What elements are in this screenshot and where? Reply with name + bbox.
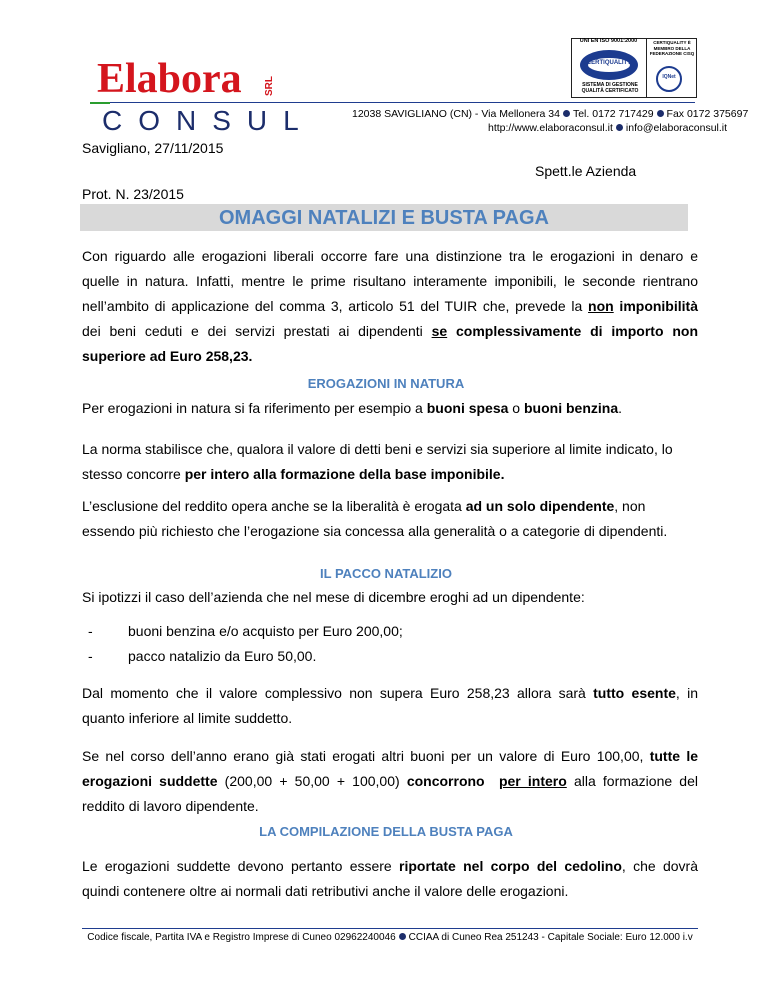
text-run-bold: buoni spesa xyxy=(426,400,509,416)
footer-divider xyxy=(82,928,698,929)
bullet-dot-icon xyxy=(399,933,406,940)
text-run-bold: buoni benzina xyxy=(524,400,619,416)
section1-paragraph-1 xyxy=(82,396,698,421)
address-fax: Fax 0172 375697 xyxy=(666,108,749,120)
text-run-bold: per intero alla formazione della base imponibile. xyxy=(184,466,505,482)
text-run-bold: imponibilità xyxy=(613,298,698,314)
text-run-bold: tutte le xyxy=(649,748,698,764)
header-divider xyxy=(110,102,695,103)
bullet-dot-icon xyxy=(616,124,623,131)
text-line xyxy=(82,462,698,487)
text-line: quelle in natura. Infatti, mentre le prime risultano interamente imponibili, le seconde rientrano xyxy=(82,273,698,289)
text-run: (200,00 + 50,00 + 100,00) xyxy=(217,773,407,789)
email-link[interactable]: info@elaboraconsul.it xyxy=(625,122,728,134)
text-run-bold: ad un solo dipendente xyxy=(465,498,615,514)
logo-consul: CONSUL xyxy=(102,105,315,136)
text-run: Dal momento che il valore complessivo non supera Euro 258,23 allora sarà xyxy=(82,685,594,701)
logo-srl: SRL xyxy=(264,76,275,96)
text-run: Se nel corso dell’anno erano già stati erogati altri buoni per un valore di Euro 100,00, xyxy=(82,748,650,764)
text-run: Le erogazioni suddette devono pertanto essere xyxy=(82,858,400,874)
cert-standard: UNI EN ISO 9001:2000 xyxy=(579,38,638,44)
protocol-number: Prot. N. 23/2015 xyxy=(82,186,184,202)
text-line: La norma stabilisce che, qualora il valore di detti beni e servizi sia superiore al limite indicato, lo xyxy=(82,441,673,457)
text-run-emphasis: se xyxy=(431,323,448,339)
text-line: Si ipotizzi il caso dell’azienda che nel mese di dicembre eroghi ad un dipendente: xyxy=(82,589,585,605)
list-item: pacco natalizio da Euro 50,00. xyxy=(128,648,317,664)
bullet-dot-icon xyxy=(657,110,664,117)
text-run-bold: complessivamente di importo non xyxy=(447,323,698,339)
text-run: . xyxy=(618,400,622,416)
text-line xyxy=(82,744,698,769)
footer-registration: Codice fiscale, Partita IVA e Registro Imprese di Cuneo 02962240046 xyxy=(87,932,396,943)
section2-intro xyxy=(82,585,698,610)
text-run: stesso concorre xyxy=(82,466,185,482)
text-run: , che dovrà xyxy=(621,858,699,874)
text-line xyxy=(82,769,698,794)
text-run-emphasis: non xyxy=(588,298,614,314)
section3-paragraph xyxy=(82,854,698,904)
text-line xyxy=(82,294,698,319)
text-run-bold: tutto esente xyxy=(593,685,676,701)
company-footer xyxy=(82,932,698,943)
text-run-bold: superiore ad Euro 258,23. xyxy=(82,348,253,364)
text-line xyxy=(82,319,698,344)
text-line xyxy=(82,854,698,879)
section-heading-pacco: IL PACCO NATALIZIO xyxy=(320,566,452,581)
text-line: Con riguardo alle erogazioni liberali occorre fare una distinzione tra le erogazioni in denaro e xyxy=(82,248,698,264)
section2-paragraph-1 xyxy=(82,681,698,731)
text-run: L’esclusione del reddito opera anche se la liberalità è erogata xyxy=(82,498,466,514)
footer-capital: CCIAA di Cuneo Rea 251243 - Capitale Sociale: Euro 12.000 i.v xyxy=(408,932,693,943)
list-item-dash: - xyxy=(88,623,93,639)
text-line xyxy=(82,396,698,421)
text-run-emphasis: per intero xyxy=(498,773,567,789)
company-web xyxy=(488,121,727,135)
address-phone: Tel. 0172 717429 xyxy=(572,108,654,120)
company-address xyxy=(352,107,748,121)
address-street: 12038 SAVIGLIANO (CN) - Via Mellonera 34 xyxy=(352,108,560,120)
section1-paragraph-3 xyxy=(82,494,698,544)
text-run: , in xyxy=(675,685,698,701)
text-line xyxy=(82,681,698,706)
cert-federation: CERTIQUALITY È MEMBRO DELLA FEDERAZIONE CISQ xyxy=(649,40,695,56)
cert-subtitle: SISTEMA DI GESTIONE QUALITÀ CERTIFICATO xyxy=(581,82,639,94)
text-run: nell’ambito di applicazione del comma 3, articolo 51 del TUIR che, prevede la xyxy=(82,298,589,314)
text-line: essendo più richiesto che l’erogazione sia concessa alla generalità o a categorie di dipendenti. xyxy=(82,523,668,539)
text-run-bold: riportate nel corpo del cedolino xyxy=(399,858,622,874)
iqnet-label: IQNet xyxy=(662,74,676,80)
text-line: quindi contenere oltre ai normali dati retributivi anche il valore delle erogazioni. xyxy=(82,883,569,899)
text-run-bold: erogazioni suddette xyxy=(82,773,218,789)
section2-paragraph-2 xyxy=(82,744,698,819)
section-heading-erogazioni: EROGAZIONI IN NATURA xyxy=(307,376,465,391)
website-link[interactable]: http://www.elaboraconsul.it xyxy=(488,122,613,134)
section-heading-busta-paga: LA COMPILAZIONE DELLA BUSTA PAGA xyxy=(259,824,513,839)
text-run xyxy=(485,773,499,789)
text-line: quanto inferiore al limite suddetto. xyxy=(82,710,293,726)
text-run: , non xyxy=(614,498,646,514)
text-run: Per erogazioni in natura si fa riferimento per esempio a xyxy=(82,400,427,416)
cert-badge-text: CERTIQUALITY xyxy=(586,60,632,66)
letter-recipient: Spett.le Azienda xyxy=(535,163,637,179)
bullet-dot-icon xyxy=(563,110,570,117)
list-item-dash: - xyxy=(88,648,93,664)
document-title: OMAGGI NATALIZI E BUSTA PAGA xyxy=(219,207,549,229)
section1-paragraph-2 xyxy=(82,437,698,487)
logo-accent-line xyxy=(90,102,110,104)
text-run: alla formazione del xyxy=(566,773,698,789)
text-run-bold: concorrono xyxy=(406,773,485,789)
text-run: o xyxy=(508,400,524,416)
company-logo-wordmark: Elabora xyxy=(97,56,242,102)
cert-separator xyxy=(646,38,647,98)
text-line: reddito di lavoro dipendente. xyxy=(82,798,259,814)
intro-paragraph xyxy=(82,244,698,369)
text-run: dei beni ceduti e dei servizi prestati ai dipendenti xyxy=(82,323,432,339)
text-line xyxy=(82,344,698,369)
letter-date: Savigliano, 27/11/2015 xyxy=(82,140,224,156)
list-item: buoni benzina e/o acquisto per Euro 200,00; xyxy=(128,623,403,639)
text-line xyxy=(82,494,698,519)
